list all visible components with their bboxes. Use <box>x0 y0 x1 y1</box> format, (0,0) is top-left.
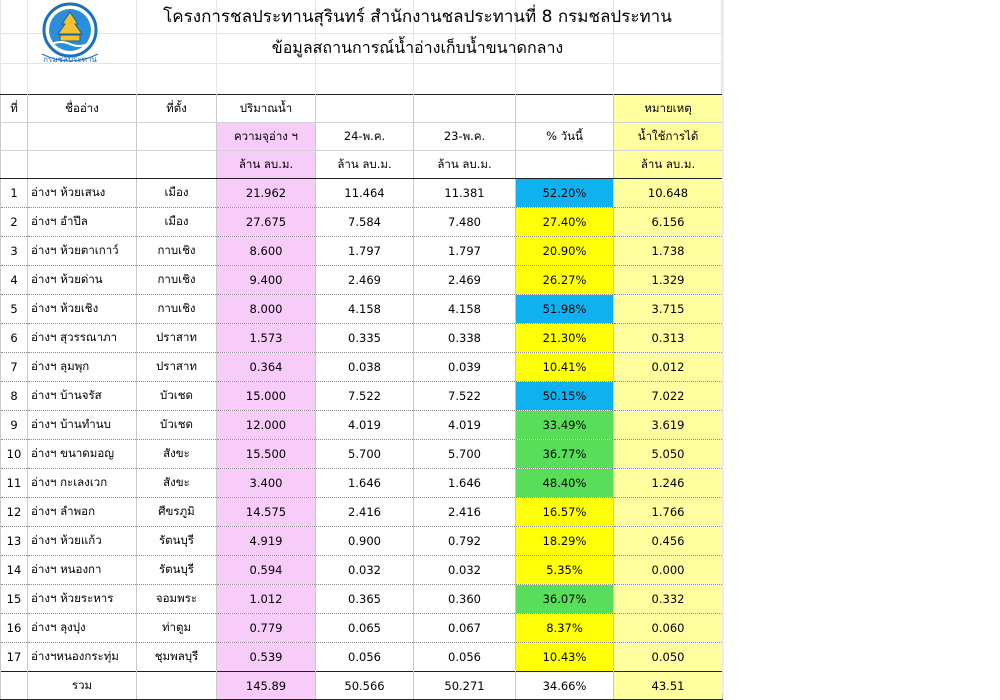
volume-date-2: 0.338 <box>414 324 516 353</box>
table-row <box>1 324 723 353</box>
volume-date-1: 1.797 <box>316 237 414 266</box>
row-number: 1 <box>1 179 28 208</box>
volume-date-1: 0.032 <box>316 556 414 585</box>
reservoir-name: อ่างฯ หนองกา <box>28 556 137 585</box>
row-number: 13 <box>1 527 28 556</box>
location: กาบเชิง <box>137 266 217 295</box>
capacity-cell: 1.573 <box>217 324 316 353</box>
row-number: 4 <box>1 266 28 295</box>
capacity-cell: 15.000 <box>217 382 316 411</box>
reservoir-name: อ่างฯ อำปึล <box>28 208 137 237</box>
location: รัตนบุรี <box>137 556 217 585</box>
location: เมือง <box>137 179 217 208</box>
col-capacity: ความจุอ่าง ฯ <box>217 123 316 151</box>
total-no <box>1 672 28 700</box>
total-label: รวม <box>28 672 137 700</box>
capacity-cell: 0.779 <box>217 614 316 643</box>
volume-date-1: 0.056 <box>316 643 414 672</box>
row-number: 10 <box>1 440 28 469</box>
reservoir-name: อ่างฯ ห้วยด่าน <box>28 266 137 295</box>
capacity-cell: 8.600 <box>217 237 316 266</box>
reservoir-name: อ่างฯ ห้วยเชิง <box>28 295 137 324</box>
percent-cell: 33.49% <box>516 411 614 440</box>
table-row <box>1 498 723 527</box>
usable-cell: 1.246 <box>614 469 723 498</box>
volume-date-2: 1.646 <box>414 469 516 498</box>
location: บัวเชด <box>137 382 217 411</box>
usable-cell: 10.648 <box>614 179 723 208</box>
capacity-cell: 21.962 <box>217 179 316 208</box>
location: ชุมพลบุรี <box>137 643 217 672</box>
usable-cell: 6.156 <box>614 208 723 237</box>
capacity-cell: 14.575 <box>217 498 316 527</box>
percent-cell: 50.15% <box>516 382 614 411</box>
percent-cell: 18.29% <box>516 527 614 556</box>
percent-cell: 48.40% <box>516 469 614 498</box>
volume-date-1: 0.900 <box>316 527 414 556</box>
col-no: ที่ <box>1 95 28 123</box>
col-location: ที่ตั้ง <box>137 95 217 123</box>
header-row <box>1 95 723 123</box>
row-number: 3 <box>1 237 28 266</box>
location: บัวเชด <box>137 411 217 440</box>
usable-cell: 0.456 <box>614 527 723 556</box>
header-row <box>1 123 723 151</box>
volume-date-2: 0.056 <box>414 643 516 672</box>
table-row <box>1 585 723 614</box>
total-percent: 34.66% <box>516 672 614 700</box>
percent-cell: 51.98% <box>516 295 614 324</box>
volume-date-1: 7.584 <box>316 208 414 237</box>
percent-cell: 52.20% <box>516 179 614 208</box>
usable-cell: 0.012 <box>614 353 723 382</box>
capacity-cell: 0.539 <box>217 643 316 672</box>
sheet-edge <box>722 0 724 694</box>
percent-cell: 8.37% <box>516 614 614 643</box>
reservoir-name: อ่างฯ ห้วยแก้ว <box>28 527 137 556</box>
page-title: โครงการชลประทานสุรินทร์ สำนักงานชลประทานที่ 8 กรมชลประทาน <box>163 7 672 27</box>
volume-date-2: 4.158 <box>414 295 516 324</box>
volume-date-2: 2.416 <box>414 498 516 527</box>
row-number: 17 <box>1 643 28 672</box>
header-row <box>1 151 723 179</box>
percent-cell: 10.41% <box>516 353 614 382</box>
location: ท่าตูม <box>137 614 217 643</box>
capacity-cell: 8.000 <box>217 295 316 324</box>
volume-date-1: 4.158 <box>316 295 414 324</box>
volume-date-2: 5.700 <box>414 440 516 469</box>
grid-line <box>0 0 1 94</box>
location: สังขะ <box>137 469 217 498</box>
location: สังขะ <box>137 440 217 469</box>
row-number: 16 <box>1 614 28 643</box>
volume-date-1: 11.464 <box>316 179 414 208</box>
percent-cell: 36.77% <box>516 440 614 469</box>
usable-cell: 1.738 <box>614 237 723 266</box>
capacity-cell: 27.675 <box>217 208 316 237</box>
rid-logo <box>28 2 112 64</box>
unit-label: ล้าน ลบ.ม. <box>316 151 414 179</box>
unit-label: ล้าน ลบ.ม. <box>614 151 723 179</box>
volume-date-1: 5.700 <box>316 440 414 469</box>
volume-date-1: 0.065 <box>316 614 414 643</box>
volume-date-2: 0.360 <box>414 585 516 614</box>
reservoir-name: อ่างฯ ขนาดมอญ <box>28 440 137 469</box>
logo-text: กรมชลประทาน <box>43 55 97 64</box>
total-date-1: 50.566 <box>316 672 414 700</box>
volume-date-2: 7.480 <box>414 208 516 237</box>
row-number: 5 <box>1 295 28 324</box>
percent-cell: 36.07% <box>516 585 614 614</box>
table-row <box>1 614 723 643</box>
table-row <box>1 179 723 208</box>
total-row <box>1 672 723 700</box>
volume-date-2: 0.067 <box>414 614 516 643</box>
row-number: 15 <box>1 585 28 614</box>
percent-cell: 5.35% <box>516 556 614 585</box>
usable-cell: 5.050 <box>614 440 723 469</box>
usable-cell: 0.313 <box>614 324 723 353</box>
volume-date-1: 7.522 <box>316 382 414 411</box>
reservoir-name: อ่างฯ สุวรรณาภา <box>28 324 137 353</box>
row-number: 14 <box>1 556 28 585</box>
volume-date-1: 2.416 <box>316 498 414 527</box>
location: กาบเชิง <box>137 237 217 266</box>
table-row <box>1 527 723 556</box>
volume-date-2: 0.039 <box>414 353 516 382</box>
reservoir-name: อ่างฯ บ้านทำนบ <box>28 411 137 440</box>
volume-date-2: 7.522 <box>414 382 516 411</box>
table-row <box>1 469 723 498</box>
table-row <box>1 440 723 469</box>
total-date-2: 50.271 <box>414 672 516 700</box>
reservoir-name: อ่างฯ ลุงปุง <box>28 614 137 643</box>
capacity-cell: 0.594 <box>217 556 316 585</box>
percent-cell: 10.43% <box>516 643 614 672</box>
col-date-2: 23-พ.ค. <box>414 123 516 151</box>
total-capacity: 145.89 <box>217 672 316 700</box>
location: ศีขรภูมิ <box>137 498 217 527</box>
volume-date-1: 1.646 <box>316 469 414 498</box>
volume-date-2: 0.792 <box>414 527 516 556</box>
unit-label: ล้าน ลบ.ม. <box>414 151 516 179</box>
volume-date-1: 0.038 <box>316 353 414 382</box>
row-number: 11 <box>1 469 28 498</box>
percent-cell: 27.40% <box>516 208 614 237</box>
reservoir-name: อ่างฯ ห้วยระหาร <box>28 585 137 614</box>
page-subtitle: ข้อมูลสถานการณ์น้ำอ่างเก็บน้ำขนาดกลาง <box>271 38 564 57</box>
usable-cell: 3.619 <box>614 411 723 440</box>
row-number: 12 <box>1 498 28 527</box>
table-row <box>1 556 723 585</box>
volume-date-2: 2.469 <box>414 266 516 295</box>
usable-cell: 0.060 <box>614 614 723 643</box>
volume-date-1: 2.469 <box>316 266 414 295</box>
volume-date-1: 0.335 <box>316 324 414 353</box>
reservoir-name: อ่างฯหนองกระทุ่ม <box>28 643 137 672</box>
percent-cell: 21.30% <box>516 324 614 353</box>
reservoir-name: อ่างฯ บ้านจรัส <box>28 382 137 411</box>
capacity-cell: 15.500 <box>217 440 316 469</box>
volume-date-2: 4.019 <box>414 411 516 440</box>
usable-cell: 0.332 <box>614 585 723 614</box>
row-number: 9 <box>1 411 28 440</box>
reservoir-name: อ่างฯ ห้วยเสนง <box>28 179 137 208</box>
capacity-cell: 0.364 <box>217 353 316 382</box>
percent-cell: 20.90% <box>516 237 614 266</box>
col-date-1: 24-พ.ค. <box>316 123 414 151</box>
usable-cell: 1.766 <box>614 498 723 527</box>
usable-cell: 1.329 <box>614 266 723 295</box>
table-row <box>1 295 723 324</box>
usable-cell: 3.715 <box>614 295 723 324</box>
location: จอมพระ <box>137 585 217 614</box>
volume-date-1: 0.365 <box>316 585 414 614</box>
usable-cell: 0.050 <box>614 643 723 672</box>
table-row <box>1 237 723 266</box>
capacity-cell: 1.012 <box>217 585 316 614</box>
reservoir-table <box>0 94 723 700</box>
volume-date-2: 0.032 <box>414 556 516 585</box>
unit-label: ล้าน ลบ.ม. <box>217 151 316 179</box>
col-name: ชื่ออ่าง <box>28 95 137 123</box>
location: ปราสาท <box>137 353 217 382</box>
capacity-cell: 9.400 <box>217 266 316 295</box>
table-row <box>1 382 723 411</box>
usable-cell: 0.000 <box>614 556 723 585</box>
row-number: 8 <box>1 382 28 411</box>
location: กาบเชิง <box>137 295 217 324</box>
row-number: 2 <box>1 208 28 237</box>
reservoir-name: อ่างฯ ลำพอก <box>28 498 137 527</box>
volume-date-1: 4.019 <box>316 411 414 440</box>
table-row <box>1 643 723 672</box>
table-row <box>1 266 723 295</box>
reservoir-name: อ่างฯ ห้วยตาเกาว์ <box>28 237 137 266</box>
row-number: 7 <box>1 353 28 382</box>
capacity-cell: 4.919 <box>217 527 316 556</box>
table-row <box>1 411 723 440</box>
location: เมือง <box>137 208 217 237</box>
volume-date-2: 1.797 <box>414 237 516 266</box>
total-location <box>137 672 217 700</box>
reservoir-name: อ่างฯ กะเลงเวก <box>28 469 137 498</box>
percent-cell: 16.57% <box>516 498 614 527</box>
location: ปราสาท <box>137 324 217 353</box>
capacity-cell: 12.000 <box>217 411 316 440</box>
table-row <box>1 208 723 237</box>
usable-cell: 7.022 <box>614 382 723 411</box>
row-number: 6 <box>1 324 28 353</box>
table-row <box>1 353 723 382</box>
capacity-cell: 3.400 <box>217 469 316 498</box>
col-percent: % วันนี้ <box>516 123 614 151</box>
location: รัตนบุรี <box>137 527 217 556</box>
col-usable: น้ำใช้การได้ <box>614 123 723 151</box>
col-remark: หมายเหตุ <box>614 95 723 123</box>
reservoir-name: อ่างฯ ลุมพุก <box>28 353 137 382</box>
col-volume: ปริมาณน้ำ <box>217 95 316 123</box>
total-usable: 43.51 <box>614 672 723 700</box>
percent-cell: 26.27% <box>516 266 614 295</box>
volume-date-2: 11.381 <box>414 179 516 208</box>
